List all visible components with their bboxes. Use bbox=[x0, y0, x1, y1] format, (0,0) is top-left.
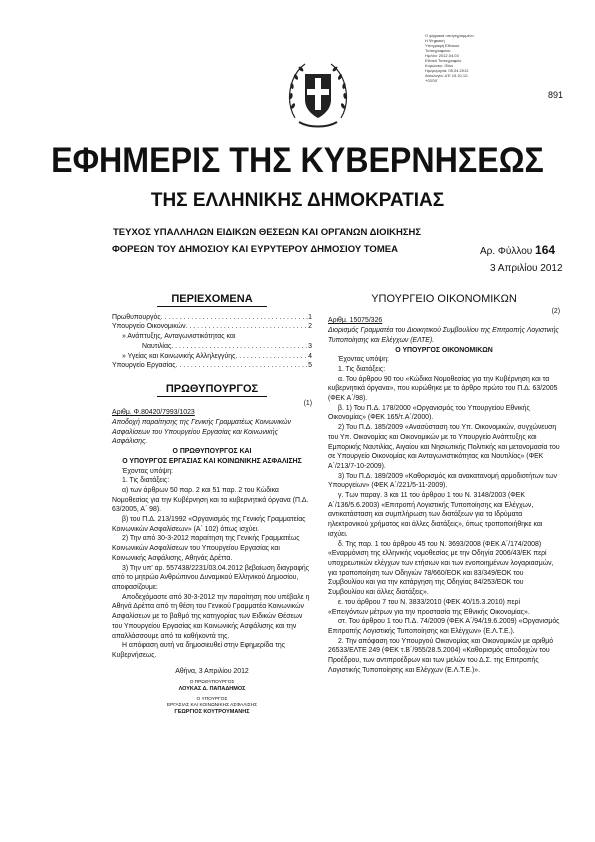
paragraph: 1. Τις διατάξεις: bbox=[122, 477, 170, 485]
toc-entry[interactable] bbox=[112, 352, 312, 362]
stamp-line: Αιτιολογία: Δ'Ε 15.10.12: bbox=[425, 73, 469, 78]
table-of-contents bbox=[112, 313, 312, 371]
toc-label: » Ανάπτυξης, Ανταγωνιστικότητας και bbox=[122, 333, 236, 341]
toc-label: » Υγείας και Κοινωνικής Αλληλεγγύης bbox=[122, 352, 236, 360]
issue-date: 3 Απριλίου 2012 bbox=[490, 263, 563, 274]
toc-page: 3 bbox=[308, 342, 312, 350]
toc-label: Ναυτιλίας bbox=[142, 342, 172, 350]
paragraph: α. Του άρθρου 90 του «Κώδικα Νομοθεσίας για την Κυβέρνηση και τα κυβερνητικά όργανα», που κυρώθηκε με το άρθρο πρώτο του Π.Δ. 63/2005 (ΦΕΚ Α΄/98). bbox=[328, 375, 558, 403]
decision-subject: Διορισμός Γραμματέα του Διοικητικού Συμβουλίου της Επιτροπής Λογιστικής Τυποποίησης και Ελέγχων (ΕΛΤΕ). bbox=[328, 327, 559, 344]
toc-label: Υπουργείο Οικονομικών bbox=[112, 323, 186, 331]
ministry-heading: ΥΠΟΥΡΓΕΙΟ ΟΙΚΟΝΟΜΙΚΩΝ bbox=[371, 293, 517, 305]
paragraph: γ. Των παραγ. 3 και 11 του άρθρου 1 του Ν. 3148/2003 (ΦΕΚ Α΄/136/5.6.2003) «Επιτροπή Λογιστικής Τυποποίησης και Ελέγχων, αντικατάσταση και συμπλήρωση των διατάξεων για τα Ιδρύματα ηλεκτρονικού χρήματος και άλλες διατάξεις», όπως τροποποιήθηκε και ισχύει. bbox=[328, 492, 543, 538]
toc-entry[interactable] bbox=[112, 313, 312, 323]
toc-heading: ΠΕΡΙΕΧΟΜΕΝΑ bbox=[171, 293, 253, 305]
stamp-line: +03'00' bbox=[425, 78, 438, 83]
stamp-line: Κυρώσεις: Ιδίου bbox=[425, 63, 454, 68]
paragraph: 2) Την από 30-3-2012 παραίτηση της Γενικής Γραμματέως Κοινωνικών Ασφαλίσεων του Υπουργείου Εργασίας και Κοινωνικής Ασφάλισης, Αθηνάς Δρέττα. bbox=[112, 535, 300, 562]
toc-label: Πρωθυπουργός bbox=[112, 313, 161, 321]
sheet-number bbox=[480, 243, 555, 257]
paragraph: 3) Του Π.Δ. 189/2009 «Καθορισμός και ανακατανομή αρμοδιοτήτων των Υπουργείων» (ΦΕΚ Α΄/221/5-11-2009). bbox=[328, 472, 557, 490]
paragraph: β) του Π.Δ. 213/1992 «Οργανισμός της Γενικής Γραμματείας Κοινωνικών Ασφαλίσεων» (Α΄ 102) όπως ισχύει. bbox=[112, 516, 306, 533]
signatory-2-name: ΓΕΩΡΓΙΟΣ ΚΟΥΤΡΟΥΜΑΝΗΣ bbox=[174, 709, 250, 716]
signatory-1-title: Ο ΠΡΩΘΥΠΟΥΡΓΟΣ bbox=[189, 680, 235, 686]
page-number: 891 bbox=[548, 90, 564, 100]
toc-entry[interactable] bbox=[112, 361, 312, 371]
signatory-1-name: ΛΟΥΚΑΣ Δ. ΠΑΠΑΔΗΜΟΣ bbox=[178, 686, 246, 693]
stamp-line: Ημ/νία: 2012.04.03 bbox=[425, 53, 459, 58]
gazette-subtitle: ΤΗΣ ΕΛΛΗΝΙΚΗΣ ΔΗΜΟΚΡΑΤΙΑΣ bbox=[150, 190, 445, 211]
stamp-line: Ο ψηφιακά υπογεγραμμένο bbox=[425, 33, 474, 38]
right-column bbox=[328, 295, 560, 675]
paragraph: δ. Της παρ. 1 του άρθρου 45 του Ν. 3693/2008 (ΦΕΚ Α΄/174/2008) «Εναρμόνιση της ελληνικής νομοθεσίας με την Οδηγία 2006/43/ΕΚ περί υποχρεωτικών ελέγχων των ετήσιων και των ενοποιημένων λογαριασμών, για τροποποίηση των Οδηγιών 78/660/ΕΟΚ και 83/349/ΕΟΚ του Συμβουλίου και για την κατάργηση της Οδηγίας 84/253/ΕΟΚ του Συμβουλίου και άλλες διατάξεις». bbox=[328, 540, 554, 597]
stamp-line: Εθνικό Τυπογραφείο bbox=[425, 58, 462, 63]
stamp-line: Υπογραφή Εθνικού bbox=[425, 43, 460, 48]
decision-number-marker: (1) bbox=[303, 399, 312, 407]
signatory-2-title: Ο ΥΠΟΥΡΓΟΣ bbox=[196, 697, 228, 703]
toc-entry[interactable] bbox=[112, 332, 312, 342]
paragraph: β. 1) Του Π.Δ. 178/2000 «Οργανισμός του Υπουργείου Εθνικής Οικονομίας» (ΦΕΚ 165/τ.Α΄/2000). bbox=[328, 404, 530, 422]
authority-line-1: Ο ΠΡΩΘΥΠΟΥΡΓΟΣ ΚΑΙ bbox=[172, 448, 252, 456]
stamp-line: Η Ψηφιακή bbox=[425, 38, 445, 43]
left-column bbox=[112, 295, 312, 716]
paragraph: Η απόφαση αυτή να δημοσιευθεί στην Εφημερίδα της Κυβερνήσεως. bbox=[112, 642, 286, 659]
pm-heading-rule bbox=[157, 396, 267, 397]
toc-page: 5 bbox=[308, 362, 312, 370]
digital-signature-stamp bbox=[425, 33, 495, 83]
decision-number: Αριθμ. Φ.80420/7993/1023 bbox=[112, 409, 195, 417]
toc-heading-rule bbox=[157, 306, 267, 307]
considering: Έχοντας υπόψη: bbox=[338, 356, 389, 364]
toc-entry[interactable] bbox=[112, 342, 312, 352]
paragraph: α) των άρθρων 50 παρ. 2 και 51 παρ. 2 του Κώδικα Νομοθεσίας για την Κυβέρνηση και τα κυβερνητικά όργανα (Π.Δ. 63/2005, Α΄ 98). bbox=[112, 486, 309, 514]
authority-line: Ο ΥΠΟΥΡΓΟΣ ΟΙΚΟΝΟΜΙΚΩΝ bbox=[395, 346, 493, 354]
paragraph: 3) Την υπ' αρ. 557438/2231/03.04.2012 βεβαίωση διαγραφής από το μητρώο Ανθρώπινου Δυναμικού Ελληνικού Δημοσίου, αποφασίζουμε: bbox=[112, 564, 310, 591]
signatory-2-subtitle: ΕΡΓΑΣΙΑΣ ΚΑΙ ΚΟΙΝΩΝΙΚΗΣ ΑΣΦΑΛΙΣΗΣ bbox=[166, 703, 258, 709]
paragraph: 1. Τις διατάξεις: bbox=[338, 365, 386, 373]
decision-subject: Αποδοχή παραίτησης της Γενικής Γραμματέως Κοινωνικών Ασφαλίσεων του Υπουργείου Εργασίας και Κοινωνικής Ασφάλισης. bbox=[112, 419, 291, 446]
greek-coat-of-arms-emblem bbox=[287, 56, 349, 132]
paragraph: Αποδεχόμαστε από 30-3-2012 την παραίτηση που υπέβαλε η Αθηνά Δρέττα από τη θέση του Γενικού Γραμματέα Κοινωνικών Ασφαλίσεων με το βαθμό της κατηγορίας των Ειδικών Θέσεων του Υπουργείου Εργασίας και Κοινωνικής Ασφάλισης και την απαλλάσσουμε από τα καθήκοντά της. bbox=[112, 593, 310, 640]
toc-page: 2 bbox=[308, 323, 312, 331]
paragraph: 2) Του Π.Δ. 185/2009 «Ανασύσταση του Υπ. Οικονομικών, συγχώνευση του Υπ. Οικονομίας και Οικονομικών με το Υπουργείο Ανάπτυξης και Εμπορικής Ναυτιλίας, Αιγαίου και Νησιωτικής Πολιτικής και μετονομασία του σε Υπουργείο Οικονομίας και Ανταγωνιστικότητας και Ναυτιλίας» (ΦΕΚ Α΄/213/7-10-2009). bbox=[328, 424, 560, 470]
paragraph: ε. του άρθρου 7 του Ν. 3833/2010 (ΦΕΚ 40/15.3.2010) περί «Επειγόντων μέτρων για την προστασία της Εθνικής Οικονομίας». bbox=[328, 598, 530, 616]
sheet-value: 164 bbox=[535, 243, 556, 257]
paragraph: στ. Του άρθρου 1 του Π.Δ. 74/2009 (ΦΕΚ Α΄/94/19.6.2009) «Οργανισμός Επιτροπής Λογιστικής Τυποποίησης και Ελέγχων» (Ε.Λ.Τ.Ε.). bbox=[328, 618, 560, 635]
toc-page: 1 bbox=[308, 313, 312, 321]
authority-line-2: Ο ΥΠΟΥΡΓΟΣ ΕΡΓΑΣΙΑΣ ΚΑΙ ΚΟΙΝΩΝΙΚΗΣ ΑΣΦΑΛΙΣΗΣ bbox=[122, 457, 302, 465]
stamp-line: Τυπογραφείου bbox=[425, 48, 451, 53]
toc-entry[interactable] bbox=[112, 322, 312, 332]
signing-date: Αθήνα, 3 Απριλίου 2012 bbox=[175, 667, 249, 675]
decision-number: Αριθμ. 15075/326 bbox=[328, 317, 383, 325]
decision-number-marker: (2) bbox=[551, 307, 560, 315]
pm-heading: ΠΡΩΘΥΠΟΥΡΓΟΣ bbox=[165, 382, 259, 395]
paragraph: 2. Την απόφαση του Υπουργού Οικονομίας και Οικονομικών με αριθμό 26533/ΕΛΤΕ 249 (ΦΕΚ τ.Β΄/955/28.5.2004) «Καθορισμός αποδοχών του Προέδρου, των αντιπροέδρων και των μελών του Δ.Σ. της Επιτροπής Λογιστικής Τυποποίησης και Ελέγχων (Ε.Λ.Τ.Ε.)». bbox=[328, 637, 554, 674]
toc-label: Υπουργείο Εργασίας bbox=[112, 362, 176, 370]
toc-page: 4 bbox=[308, 352, 312, 360]
gazette-title: ΕΦΗΜΕΡΙΣ ΤΗΣ ΚΥΒΕΡΝΗΣΕΩΣ bbox=[51, 141, 544, 180]
stamp-line: Ημερομηνία: 05.04.2012 bbox=[425, 68, 469, 73]
issue-type-line-2: ΦΟΡΕΩΝ ΤΟΥ ΔΗΜΟΣΙΟΥ ΚΑΙ ΕΥΡΥΤΕΡΟΥ ΔΗΜΟΣΙΟΥ ΤΟΜΕΑ bbox=[112, 244, 398, 255]
considering: Έχοντας υπόψη: bbox=[122, 467, 173, 475]
issue-type-line-1: ΤΕΥΧΟΣ ΥΠΑΛΛΗΛΩΝ ΕΙΔΙΚΩΝ ΘΕΣΕΩΝ ΚΑΙ ΟΡΓΑΝΩΝ ΔΙΟΙΚΗΣΗΣ bbox=[113, 227, 422, 238]
sheet-label: Αρ. Φύλλου bbox=[480, 246, 533, 257]
